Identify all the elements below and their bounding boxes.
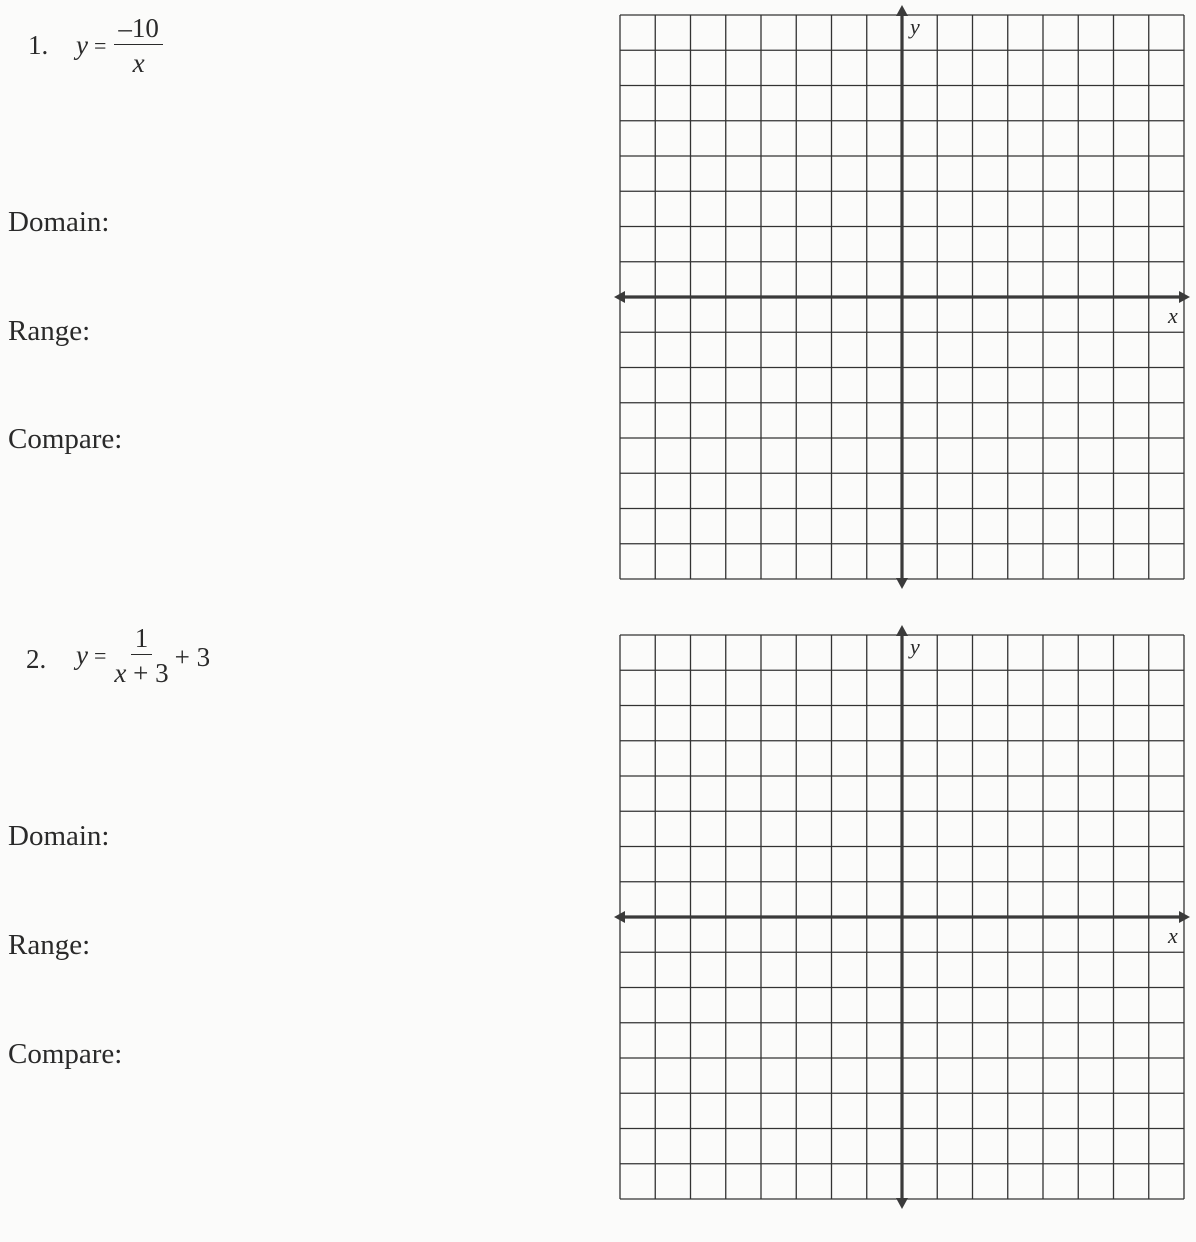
fraction bbox=[114, 624, 168, 688]
fraction-denominator: x bbox=[132, 48, 145, 79]
domain-label-2: Domain: bbox=[8, 820, 110, 852]
compare-label-2: Compare: bbox=[8, 1038, 123, 1070]
y-axis-label: y bbox=[910, 14, 920, 39]
equation-lhs: y bbox=[76, 640, 88, 671]
fraction bbox=[114, 14, 163, 78]
equation-tail: + 3 bbox=[174, 642, 211, 673]
compare-label-1: Compare: bbox=[8, 423, 123, 455]
coordinate-grid-2[interactable] bbox=[612, 620, 1196, 1220]
x-axis-label: x bbox=[1168, 923, 1178, 948]
y-axis-arrow-down bbox=[896, 578, 908, 589]
fraction-numerator: –10 bbox=[114, 14, 163, 45]
range-label-2: Range: bbox=[8, 929, 91, 961]
problem-2-number: 2. bbox=[26, 644, 47, 674]
problem-2-equation bbox=[76, 624, 210, 688]
fraction-denominator: x + 3 bbox=[114, 658, 169, 689]
y-axis-arrow-up bbox=[896, 5, 908, 16]
problem-1-number: 1. bbox=[28, 30, 49, 60]
domain-label-1: Domain: bbox=[8, 206, 110, 238]
equation-lhs: y bbox=[76, 30, 88, 61]
x-axis-label: x bbox=[1168, 303, 1178, 328]
y-axis-label: y bbox=[910, 634, 920, 659]
range-label-1: Range: bbox=[8, 315, 91, 347]
y-axis-arrow-down bbox=[896, 1198, 908, 1209]
problem-1-equation bbox=[76, 14, 163, 78]
fraction-numerator: 1 bbox=[131, 624, 153, 655]
y-axis-arrow-up bbox=[896, 625, 908, 636]
equals-sign: = bbox=[93, 642, 107, 668]
equals-sign: = bbox=[93, 32, 107, 58]
coordinate-grid-1[interactable] bbox=[612, 0, 1196, 600]
